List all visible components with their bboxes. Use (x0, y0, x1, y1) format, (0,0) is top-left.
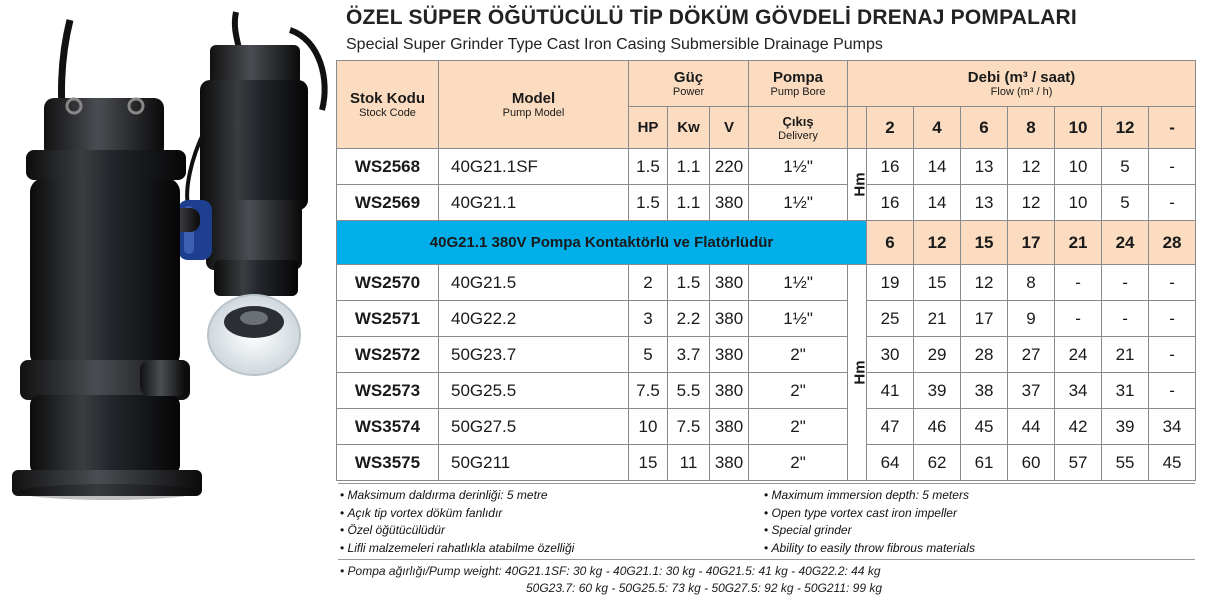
head-value: - (1149, 185, 1196, 221)
hp-value: 3 (629, 301, 668, 337)
flow-head-cell: 15 (961, 221, 1008, 265)
hp-value: 15 (629, 445, 668, 481)
hp-value: 1.5 (629, 149, 668, 185)
hp-value: 10 (629, 409, 668, 445)
delivery-value: 2" (749, 445, 848, 481)
head-value: - (1102, 301, 1149, 337)
notes-english (764, 487, 975, 557)
delivery-value: 2" (749, 337, 848, 373)
head-value: 17 (961, 301, 1008, 337)
delivery-value: 2" (749, 409, 848, 445)
model-header (439, 61, 629, 149)
table-row (337, 445, 1196, 481)
stock-code: WS2570 (337, 265, 439, 301)
head-value: 45 (1149, 445, 1196, 481)
power-label: Güç (673, 68, 704, 86)
table-row (337, 337, 1196, 373)
voltage-value: 380 (710, 409, 749, 445)
power-label-en: Power (672, 85, 705, 98)
head-value: 37 (1008, 373, 1055, 409)
flow-head-cell: 6 (961, 107, 1008, 149)
head-value: 42 (1055, 409, 1102, 445)
head-value: 21 (1102, 337, 1149, 373)
head-value: 21 (914, 301, 961, 337)
model-name: 40G21.1 (439, 185, 629, 221)
flow-head-cell: 4 (914, 107, 961, 149)
head-value: 45 (961, 409, 1008, 445)
hm-label-cell (848, 265, 867, 481)
head-value: 13 (961, 149, 1008, 185)
kw-value: 2.2 (668, 301, 710, 337)
note-item: • Maksimum daldırma derinliği: 5 metre (340, 487, 574, 505)
flow-head-spacer (848, 107, 867, 149)
stock-code-label: Stok Kodu (350, 89, 425, 107)
model-name: 50G211 (439, 445, 629, 481)
table-row (337, 185, 1196, 221)
note-item: • Lifli malzemeleri rahatlıkla atabilme özelliği (340, 540, 574, 558)
hp-value: 7.5 (629, 373, 668, 409)
head-value: 12 (1008, 185, 1055, 221)
flow-head-cell: 17 (1008, 221, 1055, 265)
flow-head-cell: 24 (1102, 221, 1149, 265)
flow-head-cell: 10 (1055, 107, 1102, 149)
power-header (629, 61, 749, 107)
head-value: 27 (1008, 337, 1055, 373)
voltage-value: 380 (710, 445, 749, 481)
head-value: 25 (867, 301, 914, 337)
hp-value: 2 (629, 265, 668, 301)
voltage-value: 220 (710, 149, 749, 185)
model-label: Model (511, 89, 556, 107)
kw-value: 5.5 (668, 373, 710, 409)
flow-header (848, 61, 1196, 107)
pump-weight-line-2: 50G23.7: 60 kg - 50G25.5: 73 kg - 50G27.5: 92 kg - 50G211: 99 kg (526, 581, 883, 595)
head-value: 61 (961, 445, 1008, 481)
head-value: 16 (867, 149, 914, 185)
head-value: 14 (914, 185, 961, 221)
table-row (337, 409, 1196, 445)
table-band-row (337, 221, 1196, 265)
head-value: - (1149, 301, 1196, 337)
note-item: • Maximum immersion depth: 5 meters (764, 487, 975, 505)
pump-bore-label-en: Pump Bore (770, 85, 826, 98)
flow-head-cell: 12 (1102, 107, 1149, 149)
head-value: 24 (1055, 337, 1102, 373)
pump-weight-line: • Pompa ağırlığı/Pump weight: 40G21.1SF: 30 kg - 40G21.1: 30 kg - 40G21.5: 41 kg - 40G22.2: 44 kg (340, 564, 881, 578)
stock-code: WS2571 (337, 301, 439, 337)
hp-value: 5 (629, 337, 668, 373)
table-row (337, 373, 1196, 409)
head-value: - (1149, 265, 1196, 301)
head-value: - (1149, 373, 1196, 409)
note-item: • Open type vortex cast iron impeller (764, 505, 975, 523)
divider (338, 483, 1195, 484)
model-name: 50G23.7 (439, 337, 629, 373)
stock-code: WS2572 (337, 337, 439, 373)
model-name: 40G21.1SF (439, 149, 629, 185)
head-value: 13 (961, 185, 1008, 221)
page-title: ÖZEL SÜPER ÖĞÜTÜCÜLÜ TİP DÖKÜM GÖVDELİ DRENAJ POMPALARI (346, 6, 1077, 29)
voltage-value: 380 (710, 301, 749, 337)
head-value: 10 (1055, 185, 1102, 221)
model-name: 50G27.5 (439, 409, 629, 445)
head-value: 29 (914, 337, 961, 373)
flow-head-cell: 28 (1149, 221, 1196, 265)
voltage-value: 380 (710, 337, 749, 373)
voltage-value: 380 (710, 185, 749, 221)
table-row (337, 301, 1196, 337)
hp-header: HP (629, 107, 668, 149)
voltage-value: 380 (710, 265, 749, 301)
head-value: 19 (867, 265, 914, 301)
model-name: 40G21.5 (439, 265, 629, 301)
note-item: • Special grinder (764, 522, 975, 540)
stock-code-label-en: Stock Code (359, 106, 416, 119)
delivery-value: 1½" (749, 265, 848, 301)
head-value: 16 (867, 185, 914, 221)
head-value: 12 (961, 265, 1008, 301)
delivery-value: 1½" (749, 149, 848, 185)
stock-code-header (337, 61, 439, 149)
kw-header: Kw (668, 107, 710, 149)
head-value: 47 (867, 409, 914, 445)
head-value: 5 (1102, 185, 1149, 221)
head-value: 28 (961, 337, 1008, 373)
delivery-label-en: Delivery (778, 129, 818, 142)
stock-code: WS3574 (337, 409, 439, 445)
head-value: 60 (1008, 445, 1055, 481)
divider (338, 559, 1195, 560)
head-value: 64 (867, 445, 914, 481)
head-value: - (1102, 265, 1149, 301)
flow-head-cell: - (1149, 107, 1196, 149)
flow-label: Debi (m³ / saat) (967, 68, 1076, 86)
hp-value: 1.5 (629, 185, 668, 221)
head-value: 41 (867, 373, 914, 409)
model-name: 40G22.2 (439, 301, 629, 337)
note-item: • Açık tip vortex döküm fanlıdır (340, 505, 574, 523)
table-row (337, 149, 1196, 185)
flow-head-cell: 8 (1008, 107, 1055, 149)
head-value: 14 (914, 149, 961, 185)
stock-code: WS2569 (337, 185, 439, 221)
head-value: 34 (1149, 409, 1196, 445)
head-value: 15 (914, 265, 961, 301)
note-item: • Ability to easily throw fibrous materials (764, 540, 975, 558)
head-value: - (1149, 337, 1196, 373)
head-value: - (1149, 149, 1196, 185)
head-value: - (1055, 301, 1102, 337)
stock-code: WS2573 (337, 373, 439, 409)
flow-head-cell: 21 (1055, 221, 1102, 265)
flow-head-cell: 2 (867, 107, 914, 149)
head-value: 55 (1102, 445, 1149, 481)
head-value: 30 (867, 337, 914, 373)
delivery-value: 1½" (749, 185, 848, 221)
head-value: - (1055, 265, 1102, 301)
head-value: 10 (1055, 149, 1102, 185)
model-label-en: Pump Model (502, 106, 565, 119)
stock-code: WS3575 (337, 445, 439, 481)
contactor-note-banner: 40G21.1 380V Pompa Kontaktörlü ve Flatörlüdür (337, 221, 867, 265)
head-value: 8 (1008, 265, 1055, 301)
table-row (337, 265, 1196, 301)
head-value: 44 (1008, 409, 1055, 445)
hm-label: Hm (851, 360, 869, 385)
head-value: 38 (961, 373, 1008, 409)
kw-value: 7.5 (668, 409, 710, 445)
head-value: 39 (914, 373, 961, 409)
hm-label-cell (848, 149, 867, 221)
head-value: 57 (1055, 445, 1102, 481)
kw-value: 1.5 (668, 265, 710, 301)
pump-product-image (0, 0, 340, 600)
head-value: 5 (1102, 149, 1149, 185)
v-header: V (710, 107, 749, 149)
kw-value: 1.1 (668, 185, 710, 221)
voltage-value: 380 (710, 373, 749, 409)
flow-head-cell: 6 (867, 221, 914, 265)
head-value: 12 (1008, 149, 1055, 185)
head-value: 34 (1055, 373, 1102, 409)
pump-bore-header (749, 61, 848, 107)
flow-head-cell: 12 (914, 221, 961, 265)
pump-weight-text: Pompa ağırlığı/Pump weight: 40G21.1SF: 30 kg - 40G21.1: 30 kg - 40G21.5: 41 kg - 40G22.2: 44 kg (347, 564, 881, 578)
stock-code: WS2568 (337, 149, 439, 185)
delivery-header (749, 107, 848, 149)
head-value: 9 (1008, 301, 1055, 337)
flow-label-en: Flow (m³ / h) (990, 85, 1053, 98)
model-name: 50G25.5 (439, 373, 629, 409)
kw-value: 1.1 (668, 149, 710, 185)
pump-bore-label: Pompa (773, 68, 824, 86)
page-subtitle: Special Super Grinder Type Cast Iron Casing Submersible Drainage Pumps (346, 36, 883, 53)
pump-spec-table (336, 60, 1196, 481)
delivery-value: 2" (749, 373, 848, 409)
hm-label: Hm (851, 172, 869, 197)
head-value: 39 (1102, 409, 1149, 445)
notes-turkish (340, 487, 574, 557)
head-value: 46 (914, 409, 961, 445)
head-value: 31 (1102, 373, 1149, 409)
kw-value: 3.7 (668, 337, 710, 373)
note-item: • Özel öğütücülüdür (340, 522, 574, 540)
head-value: 62 (914, 445, 961, 481)
kw-value: 11 (668, 445, 710, 481)
delivery-value: 1½" (749, 301, 848, 337)
delivery-label: Çıkış (782, 113, 814, 129)
